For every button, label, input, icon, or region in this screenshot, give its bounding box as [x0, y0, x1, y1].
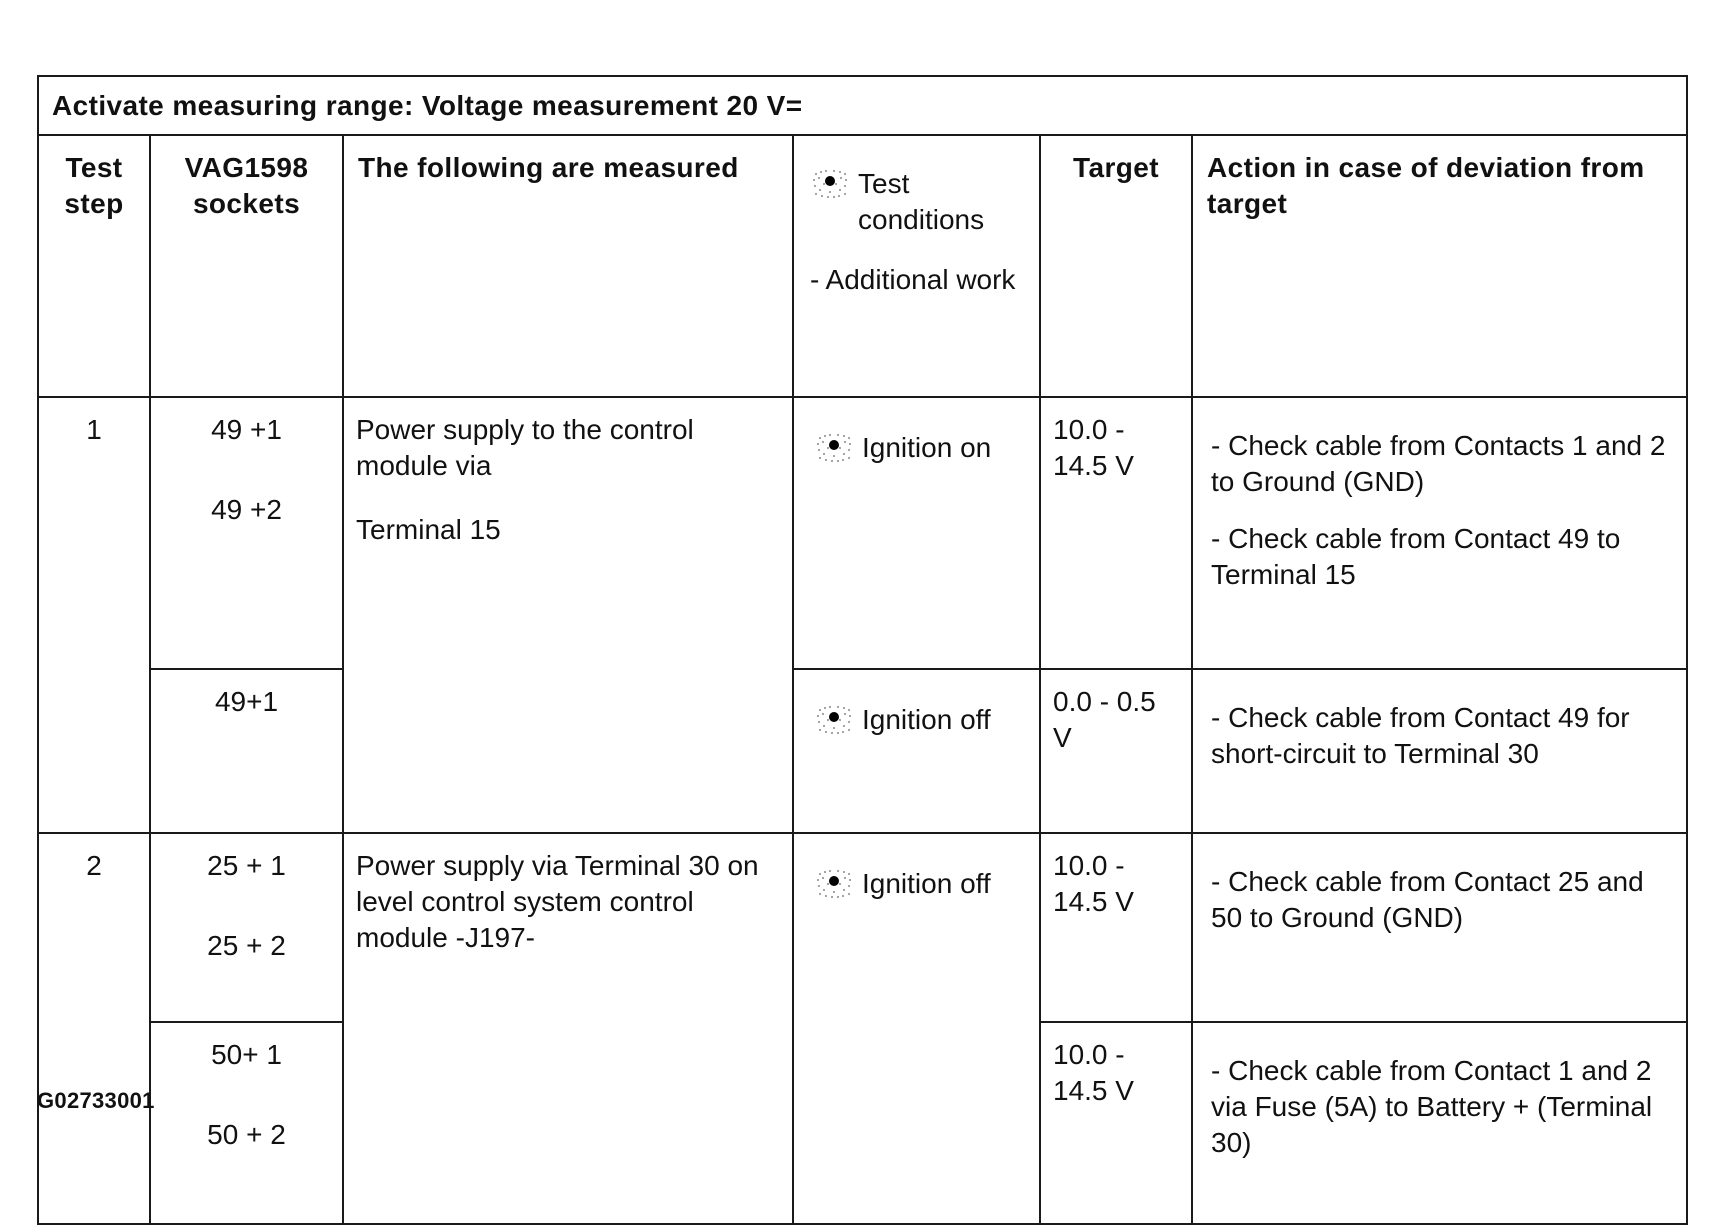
socket-value: 25 + 1: [207, 850, 286, 881]
table-row: [38, 669, 1687, 833]
target-cell: 10.0 - 14.5 V: [1040, 397, 1192, 669]
action-text: - Check cable from Contact 25 and 50 to Ground (GND): [1211, 866, 1644, 933]
measured-text: Power supply via Terminal 30 on level control system control module -J197-: [356, 850, 759, 953]
table-row: [38, 833, 1687, 1022]
measured-text: Power supply to the control module via: [356, 414, 694, 481]
dotted-square-icon: [814, 866, 854, 902]
header-conditions: [793, 135, 1040, 397]
socket-value: 25 + 2: [207, 930, 286, 961]
sockets-cell: [150, 669, 343, 833]
condition-text: Ignition off: [862, 704, 991, 735]
sockets-cell: [150, 397, 343, 669]
test-step-cell: 2: [38, 833, 150, 1224]
target-cell: 10.0 - 14.5 V: [1040, 1022, 1192, 1224]
condition-text: Ignition on: [862, 432, 992, 463]
socket-value: 49+1: [214, 686, 279, 717]
figure-id: G02733001: [37, 1088, 155, 1113]
condition-cell: [793, 397, 1040, 669]
header-additional-work: - Additional work: [810, 264, 1016, 295]
sockets-cell: [150, 1022, 343, 1224]
socket-value: 49 +2: [211, 494, 282, 525]
action-text: - Check cable from Contact 49 to Terminal 15: [1211, 523, 1621, 590]
dotted-square-icon: [814, 430, 854, 466]
table-title: Activate measuring range: Voltage measurement 20 V=: [38, 76, 1687, 135]
action-cell: [1192, 1022, 1687, 1224]
action-cell: [1192, 669, 1687, 833]
header-action: Action in case of deviation from target: [1192, 135, 1687, 397]
action-cell: [1192, 833, 1687, 1022]
measurement-table: [37, 75, 1688, 1225]
action-cell: [1192, 397, 1687, 669]
header-conditions-label: Test conditions: [858, 168, 985, 235]
header-measured: The following are measured: [343, 135, 793, 397]
socket-value: 50+ 1: [211, 1039, 282, 1070]
table-row: [38, 397, 1687, 669]
header-sockets: VAG1598 sockets: [150, 135, 343, 397]
socket-value: 49 +1: [211, 414, 282, 445]
dotted-square-icon: [814, 702, 854, 738]
action-text: - Check cable from Contact 49 for short-circuit to Terminal 30: [1211, 702, 1630, 769]
condition-cell: [793, 669, 1040, 833]
header-row: [38, 135, 1687, 397]
condition-cell: [793, 833, 1040, 1224]
header-test-step: Test step: [38, 135, 150, 397]
measured-cell: [343, 833, 793, 1224]
action-text: - Check cable from Contact 1 and 2 via Fuse (5A) to Battery + (Terminal 30): [1211, 1055, 1653, 1158]
measured-cell: [343, 397, 793, 833]
header-target: Target: [1040, 135, 1192, 397]
target-cell: 10.0 - 14.5 V: [1040, 833, 1192, 1022]
dotted-square-icon: [810, 166, 850, 202]
condition-text: Ignition off: [862, 868, 991, 899]
socket-value: 50 + 2: [207, 1119, 286, 1150]
test-step-cell: 1: [38, 397, 150, 833]
sockets-cell: [150, 833, 343, 1022]
target-cell: 0.0 - 0.5 V: [1040, 669, 1192, 833]
action-text: - Check cable from Contacts 1 and 2 to Ground (GND): [1211, 430, 1666, 497]
measured-text: Terminal 15: [356, 514, 501, 545]
